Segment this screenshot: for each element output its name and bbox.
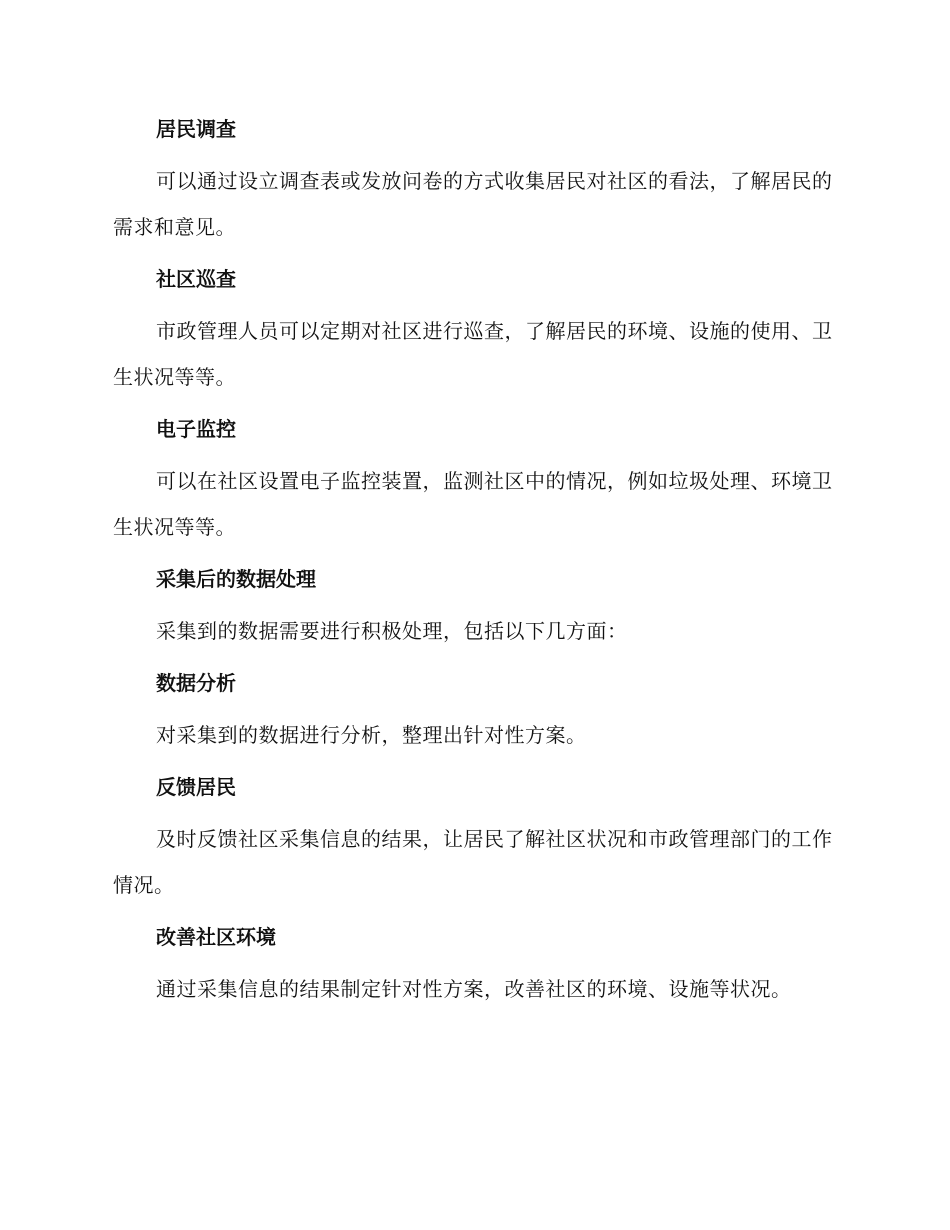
section-heading-resident-feedback: 反馈居民 bbox=[156, 775, 236, 799]
section-heading-data-analysis: 数据分析 bbox=[156, 671, 236, 695]
section-text-improve-environment: 通过采集信息的结果制定针对性方案，改善社区的环境、设施等状况。 bbox=[156, 977, 792, 1001]
document-body bbox=[113, 112, 833, 1024]
section-text-resident-survey: 可以通过设立调查表或发放问卷的方式收集居民对社区的看法，了解居民的需求和意见。 bbox=[113, 169, 833, 239]
section-heading-resident-survey: 居民调查 bbox=[156, 117, 236, 141]
section-heading-data-processing: 采集后的数据处理 bbox=[156, 567, 316, 591]
section-heading-electronic-monitoring: 电子监控 bbox=[156, 417, 236, 441]
section-heading-community-patrol: 社区巡查 bbox=[156, 267, 236, 291]
section-text-data-analysis: 对采集到的数据进行分析，整理出针对性方案。 bbox=[156, 723, 587, 747]
section-text-electronic-monitoring: 可以在社区设置电子监控装置，监测社区中的情况，例如垃圾处理、环境卫生状况等等。 bbox=[113, 469, 833, 539]
section-text-data-processing: 采集到的数据需要进行积极处理，包括以下几方面： bbox=[156, 619, 628, 643]
section-text-resident-feedback: 及时反馈社区采集信息的结果，让居民了解社区状况和市政管理部门的工作情况。 bbox=[113, 827, 833, 897]
section-text-community-patrol: 市政管理人员可以定期对社区进行巡查，了解居民的环境、设施的使用、卫生状况等等。 bbox=[113, 319, 833, 389]
section-heading-improve-environment: 改善社区环境 bbox=[156, 925, 276, 949]
